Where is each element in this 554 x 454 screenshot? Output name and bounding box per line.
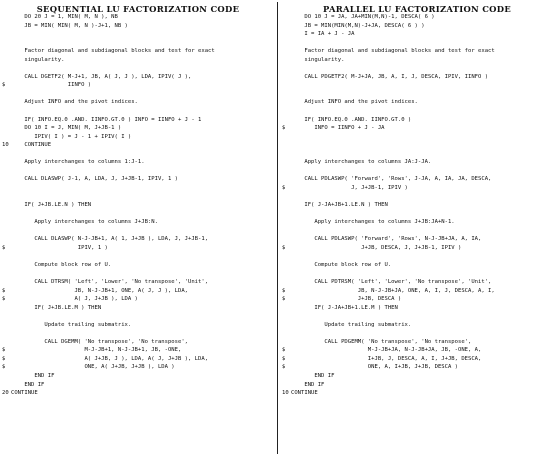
code-line: [282, 304, 554, 313]
code-line: [282, 321, 554, 330]
code-listing: [2, 13, 276, 398]
code-text: CALL PDGETF2( M-J+JA, JB, A, I, J, DESCA, IPIV, IINFO ): [291, 73, 489, 80]
code-line: [282, 47, 554, 56]
code-text: IF( J-JA+JB+1.LE.M ) THEN: [291, 304, 398, 311]
code-line: [2, 338, 276, 347]
code-text: IINFO ): [11, 82, 92, 89]
code-line: [2, 175, 276, 184]
code-text: A( J, J+JB ), LDA ): [11, 296, 138, 303]
code-line: [2, 329, 276, 338]
code-line: [282, 124, 554, 133]
code-line: [2, 218, 276, 227]
code-text: CALL DLASWP( N-J-JB+1, A( 1, J+JB ), LDA, J, J+JB-1,: [11, 236, 209, 243]
code-line: [2, 116, 276, 125]
sequential-code-panel: [0, 0, 276, 454]
code-line: [2, 184, 276, 193]
code-text: END IF: [291, 381, 325, 388]
code-text: CALL DGETF2( M-J+1, JB, A( J, J ), LDA, IPIV( J ),: [11, 73, 192, 80]
statement-label: $: [282, 347, 286, 354]
code-line: [2, 167, 276, 176]
statement-label: $: [282, 244, 286, 251]
code-line: [2, 47, 276, 56]
statement-label: $: [282, 364, 286, 371]
code-line: [2, 124, 276, 133]
code-line: [282, 278, 554, 287]
code-line: [282, 252, 554, 261]
code-line: [2, 227, 276, 236]
code-text: CONTINUE: [291, 390, 318, 397]
code-line: [282, 107, 554, 116]
code-line: [2, 312, 276, 321]
statement-label: $: [282, 355, 286, 362]
code-text: Factor diagonal and subdiagonal blocks and test for exact: [291, 48, 495, 55]
code-line: [282, 150, 554, 159]
code-line: [282, 167, 554, 176]
code-line: [282, 312, 554, 321]
code-line: [282, 30, 554, 39]
code-line: [282, 201, 554, 210]
code-line: [282, 184, 554, 193]
code-line: [282, 56, 554, 65]
code-text: M-J-JB+JA, N-J-JB+JA, JB, -ONE, A,: [291, 347, 482, 354]
code-line: [2, 22, 276, 31]
code-text: END IF: [11, 372, 55, 379]
statement-label: $: [282, 287, 286, 294]
code-text: ONE, A( J+JB, J+JB ), LDA ): [11, 364, 175, 371]
code-text: END IF: [291, 372, 335, 379]
code-text: CALL PDTRSM( 'Left', 'Lower', 'No transpose', 'Unit',: [291, 278, 492, 285]
code-text: IF( J-JA+JB+1.LE.N ) THEN: [291, 202, 388, 209]
code-line: [282, 389, 554, 398]
code-text: singularity.: [291, 56, 345, 63]
code-line: [282, 73, 554, 82]
panel-title: SEQUENTIAL LU FACTORIZATION CODE: [36, 4, 240, 14]
code-text: Apply interchanges to columns J+JB:JA+N-1.: [291, 219, 455, 226]
code-line: [2, 278, 276, 287]
code-line: [282, 116, 554, 125]
code-line: [282, 244, 554, 253]
code-text: JB, N-J-JB+1, ONE, A( J, J ), LDA,: [11, 287, 188, 294]
code-line: [2, 13, 276, 22]
code-text: Adjust INFO and the pivot indices.: [291, 99, 418, 106]
code-line: [282, 90, 554, 99]
code-line: [282, 269, 554, 278]
code-line: [2, 98, 276, 107]
code-listing: [282, 13, 554, 398]
code-line: [282, 295, 554, 304]
statement-label: $: [2, 296, 6, 303]
code-text: DO 10 I = J, MIN( M, J+JB-1 ): [11, 125, 122, 132]
code-line: [282, 158, 554, 167]
code-text: IF( J+JB.LE.N ) THEN: [11, 202, 92, 209]
statement-label: 10: [2, 142, 9, 149]
code-line: [2, 295, 276, 304]
code-text: I = IA + J - JA: [291, 31, 355, 38]
code-text: Apply interchanges to columns 1:J-1.: [11, 159, 145, 166]
code-text: CALL PDLASWP( 'Forward', 'Rows', J-JA, A, IA, JA, DESCA,: [291, 176, 492, 183]
code-line: [282, 39, 554, 48]
code-text: IPIV, 1 ): [11, 244, 108, 251]
code-line: [2, 192, 276, 201]
code-line: [282, 133, 554, 142]
code-line: [2, 64, 276, 73]
code-line: [282, 355, 554, 364]
code-text: JB = MIN( MIN( M, N )-J+1, NB ): [11, 22, 128, 29]
code-text: CALL PDGEMM( 'No transpose', 'No transpose',: [291, 338, 472, 345]
code-text: Apply interchanges to columns J+JB:N.: [11, 219, 158, 226]
statement-label: $: [2, 82, 6, 89]
code-line: [282, 192, 554, 201]
code-line: [2, 39, 276, 48]
statement-label: 10: [282, 390, 289, 397]
statement-label: $: [2, 244, 6, 251]
code-text: Update trailing submatrix.: [291, 321, 412, 328]
code-line: [282, 261, 554, 270]
code-text: I+JB, J, DESCA, A, I, J+JB, DESCA,: [291, 355, 482, 362]
code-text: CALL PDLASWP( 'Forward', 'Rows', N-J-JB+JA, A, IA,: [291, 236, 482, 243]
code-line: [282, 346, 554, 355]
code-line: [2, 381, 276, 390]
code-text: J, J+JB-1, IPIV ): [291, 184, 408, 191]
code-line: [282, 98, 554, 107]
code-line: [282, 64, 554, 73]
code-line: [2, 81, 276, 90]
code-line: [2, 141, 276, 150]
code-line: [282, 363, 554, 372]
code-text: J+JB, DESCA, J, J+JB-1, IPIV ): [291, 244, 462, 251]
code-text: DO 10 J = JA, JA+MIN(M,N)-1, DESCA( 6 ): [291, 14, 435, 20]
code-line: [282, 210, 554, 219]
statement-label: $: [2, 364, 6, 371]
code-text: IF( INFO.EQ.0 .AND. IINFO.GT.0 ) INFO = IINFO + J - 1: [11, 116, 202, 123]
code-line: [2, 269, 276, 278]
code-line: [282, 175, 554, 184]
statement-label: $: [2, 287, 6, 294]
code-line: [2, 107, 276, 116]
code-line: [2, 244, 276, 253]
code-text: CALL DLASWP( J-1, A, LDA, J, J+JB-1, IPIV, 1 ): [11, 176, 178, 183]
code-text: Compute block row of U.: [291, 261, 392, 268]
code-text: CALL DTRSM( 'Left', 'Lower', 'No transpose', 'Unit',: [11, 278, 209, 285]
code-line: [2, 56, 276, 65]
code-line: [282, 381, 554, 390]
code-line: [2, 90, 276, 99]
code-text: CONTINUE: [11, 142, 52, 149]
code-line: [2, 201, 276, 210]
code-line: [282, 287, 554, 296]
code-text: Update trailing submatrix.: [11, 321, 132, 328]
code-line: [282, 22, 554, 31]
parallel-code-panel: [280, 0, 554, 454]
panel-title: PARALLEL LU FACTORIZATION CODE: [322, 4, 512, 14]
code-line: [282, 81, 554, 90]
code-line: [2, 252, 276, 261]
code-text: END IF: [11, 381, 45, 388]
statement-label: $: [282, 125, 286, 132]
code-line: [2, 372, 276, 381]
code-text: J+JB, DESCA ): [291, 296, 402, 303]
statement-label: $: [282, 184, 286, 191]
code-line: [2, 287, 276, 296]
code-text: ONE, A, I+JB, J+JB, DESCA ): [291, 364, 458, 371]
code-line: [282, 227, 554, 236]
code-line: [282, 13, 554, 22]
code-text: Adjust INFO and the pivot indices.: [11, 99, 138, 106]
code-text: CONTINUE: [11, 390, 38, 397]
code-text: INFO = IINFO + J - JA: [291, 125, 385, 132]
code-text: IPIV( I ) = J - 1 + IPIV( I ): [11, 133, 132, 140]
code-line: [282, 329, 554, 338]
code-line: [2, 304, 276, 313]
code-line: [2, 158, 276, 167]
code-line: [2, 73, 276, 82]
column-divider: [277, 2, 278, 454]
code-line: [2, 30, 276, 39]
statement-label: $: [2, 347, 6, 354]
statement-label: $: [2, 355, 6, 362]
code-line: [2, 150, 276, 159]
code-line: [2, 261, 276, 270]
code-line: [2, 235, 276, 244]
code-line: [2, 363, 276, 372]
code-line: [2, 389, 276, 398]
code-line: [282, 141, 554, 150]
code-line: [2, 346, 276, 355]
code-line: [282, 372, 554, 381]
code-text: M-J-JB+1, N-J-JB+1, JB, -ONE,: [11, 347, 182, 354]
code-line: [282, 235, 554, 244]
code-text: singularity.: [11, 56, 65, 63]
code-line: [2, 355, 276, 364]
code-line: [2, 133, 276, 142]
code-text: Compute block row of U.: [11, 261, 112, 268]
code-line: [282, 338, 554, 347]
code-text: Factor diagonal and subdiagonal blocks and test for exact: [11, 48, 215, 55]
code-text: A( J+JB, J ), LDA, A( J, J+JB ), LDA,: [11, 355, 209, 362]
code-text: CALL DGEMM( 'No transpose', 'No transpose',: [11, 338, 188, 345]
code-text: IF( J+JB.LE.M ) THEN: [11, 304, 102, 311]
code-line: [2, 321, 276, 330]
statement-label: 20: [2, 390, 9, 397]
code-text: JB = MIN(MIN(M,N)-J+JA, DESCA( 6 ) ): [291, 22, 425, 29]
code-text: IF( INFO.EQ.0 .AND. IINFO.GT.0 ): [291, 116, 412, 123]
statement-label: $: [282, 296, 286, 303]
code-text: DO 20 J = 1, MIN( M, N ), NB: [11, 14, 118, 20]
code-text: JB, N-J-JB+JA, ONE, A, I, J, DESCA, A, I,: [291, 287, 495, 294]
code-text: Apply interchanges to columns JA:J-JA.: [291, 159, 432, 166]
code-line: [2, 210, 276, 219]
code-line: [282, 218, 554, 227]
